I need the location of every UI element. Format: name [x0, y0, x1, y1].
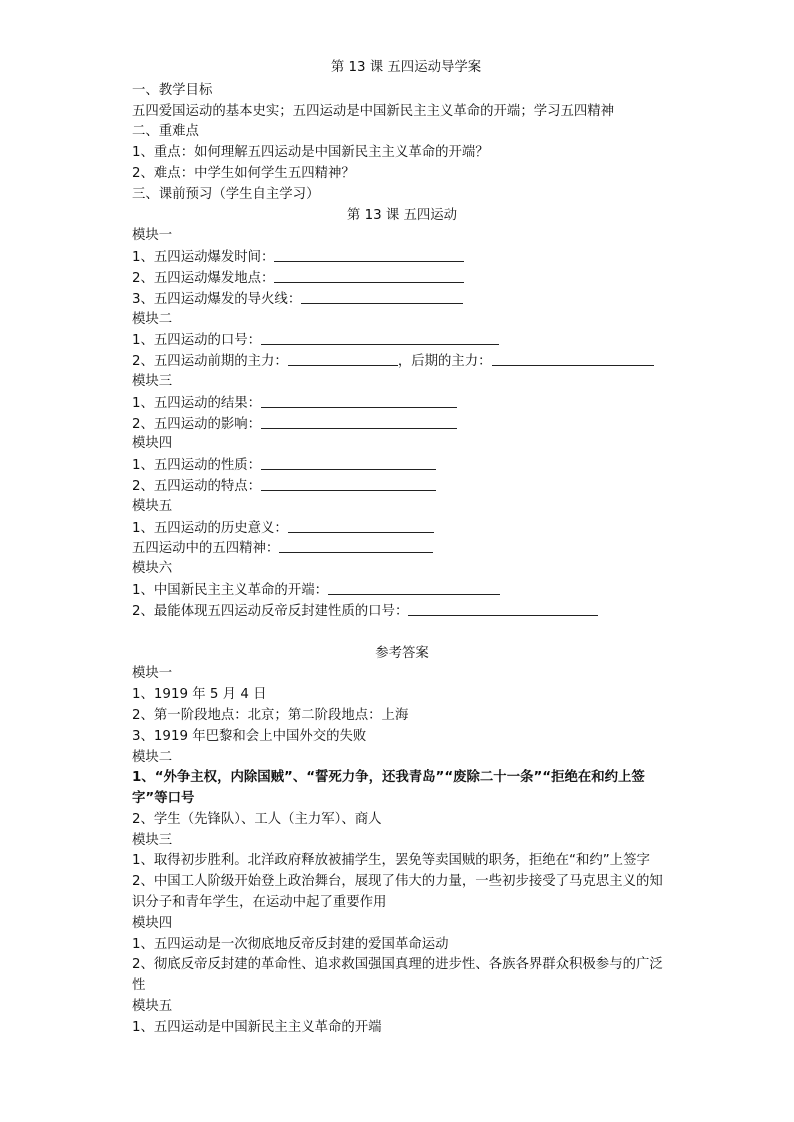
answer-module-3-2: 2、中国工人阶级开始登上政治舞台，展现了伟大的力量，一些初步接受了马克思主义的知识分子和青年学生，在运动中起了重要作用	[132, 874, 663, 911]
document-page	[132, 58, 672, 1039]
answer-blank[interactable]	[261, 455, 436, 470]
module-6-title: 模块六	[132, 561, 173, 577]
question-label: 1、五四运动的口号：	[132, 333, 262, 349]
answer-blank[interactable]	[279, 538, 433, 553]
answer-blank[interactable]	[261, 393, 457, 408]
document-title: 第 13 课 五四运动导学案	[330, 60, 482, 75]
answer-module-2-title: 模块二	[132, 749, 173, 765]
question-label: 2、最能体现五四运动反帝反封建性质的口号：	[132, 603, 409, 619]
answer-module-2-1: 1、“外争主权，内除国贼”、“誓死力争，还我青岛”“废除二十一条”“拒绝在和约上签字”等口号	[132, 770, 645, 807]
answer-blank[interactable]	[274, 247, 464, 262]
answer-blank[interactable]	[261, 414, 457, 429]
module-3-title: 模块三	[132, 373, 173, 389]
answer-module-5-1: 1、五四运动是中国新民主主义革命的开端	[132, 1019, 382, 1035]
question-label: 2、五四运动前期的主力：	[132, 354, 288, 370]
module-4-title: 模块四	[132, 436, 173, 452]
question-label: 1、中国新民主主义革命的开端：	[132, 582, 328, 598]
answer-module-4-title: 模块四	[132, 915, 173, 931]
question-label: ，后期的主力：	[397, 354, 492, 370]
preview-title: 第 13 课 五四运动	[346, 207, 458, 223]
goal-text: 五四爱国运动的基本史实；五四运动是中国新民主主义革命的开端；学习五四精神	[132, 103, 615, 119]
answer-blank[interactable]	[261, 476, 436, 491]
module-1-title: 模块一	[132, 228, 173, 244]
question-label: 1、五四运动的性质：	[132, 458, 262, 474]
question-label: 五四运动中的五四精神：	[132, 541, 280, 557]
answer-module-1-title: 模块一	[132, 666, 173, 682]
key-point-2: 2、难点：中学生如何学生五四精神？	[132, 165, 355, 181]
question-label: 2、五四运动的影响：	[132, 416, 262, 432]
module-5-question-2	[132, 538, 672, 559]
answer-module-2-2: 2、学生（先锋队）、工人（主力军）、商人	[132, 811, 382, 827]
answer-blank[interactable]	[288, 351, 398, 366]
module-4-question-2	[132, 476, 672, 497]
module-2-title: 模块二	[132, 311, 173, 327]
module-3-question-2	[132, 414, 672, 435]
answer-module-1-1: 1、1919 年 5 月 4 日	[132, 687, 267, 703]
answer-blank[interactable]	[328, 580, 500, 595]
question-label: 2、五四运动的特点：	[132, 478, 262, 494]
spacer	[132, 622, 672, 644]
goal-heading: 一、教学目标	[132, 82, 213, 98]
answer-blank[interactable]	[261, 330, 499, 345]
answer-blank[interactable]	[288, 518, 434, 533]
answer-module-4-2: 2、彻底反帝反封建的革命性、追求救国强国真理的进步性、各族各界群众积极参与的广泛性	[132, 957, 663, 994]
question-label: 1、五四运动爆发时间：	[132, 250, 275, 266]
module-6-question-1	[132, 580, 672, 601]
key-heading: 二、重难点	[132, 124, 199, 140]
answer-blank[interactable]	[274, 268, 464, 283]
module-1-question-3	[132, 289, 672, 310]
module-5-title: 模块五	[132, 498, 173, 514]
question-label: 2、五四运动爆发地点：	[132, 270, 275, 286]
question-label: 1、五四运动的历史意义：	[132, 520, 288, 536]
answer-module-3-title: 模块三	[132, 832, 173, 848]
answer-module-1-2: 2、第一阶段地点：北京；第二阶段地点：上海	[132, 707, 409, 723]
question-label: 1、五四运动的结果：	[132, 395, 262, 411]
module-2-question-2	[132, 351, 672, 372]
module-2-question-1	[132, 330, 672, 351]
answer-blank[interactable]	[492, 351, 654, 366]
preview-heading: 三、课前预习（学生自主学习）	[132, 186, 320, 202]
answer-blank[interactable]	[301, 289, 463, 304]
key-point-1: 1、重点：如何理解五四运动是中国新民主主义革命的开端？	[132, 145, 489, 161]
module-1-question-1	[132, 247, 672, 268]
question-label: 3、五四运动爆发的导火线：	[132, 291, 302, 307]
answer-module-5-title: 模块五	[132, 999, 173, 1015]
module-6-question-2	[132, 601, 672, 622]
answers-title: 参考答案	[375, 645, 429, 661]
module-4-question-1	[132, 455, 672, 476]
answer-module-4-1: 1、五四运动是一次彻底地反帝反封建的爱国革命运动	[132, 936, 449, 952]
answer-blank[interactable]	[408, 601, 598, 616]
answer-module-1-3: 3、1919 年巴黎和会上中国外交的失败	[132, 728, 367, 744]
module-5-question-1	[132, 518, 672, 539]
module-1-question-2	[132, 268, 672, 289]
answer-module-3-1: 1、取得初步胜利。北洋政府释放被捕学生，罢免等卖国贼的职务，拒绝在“和约”上签字	[132, 853, 650, 869]
module-3-question-1	[132, 393, 672, 414]
